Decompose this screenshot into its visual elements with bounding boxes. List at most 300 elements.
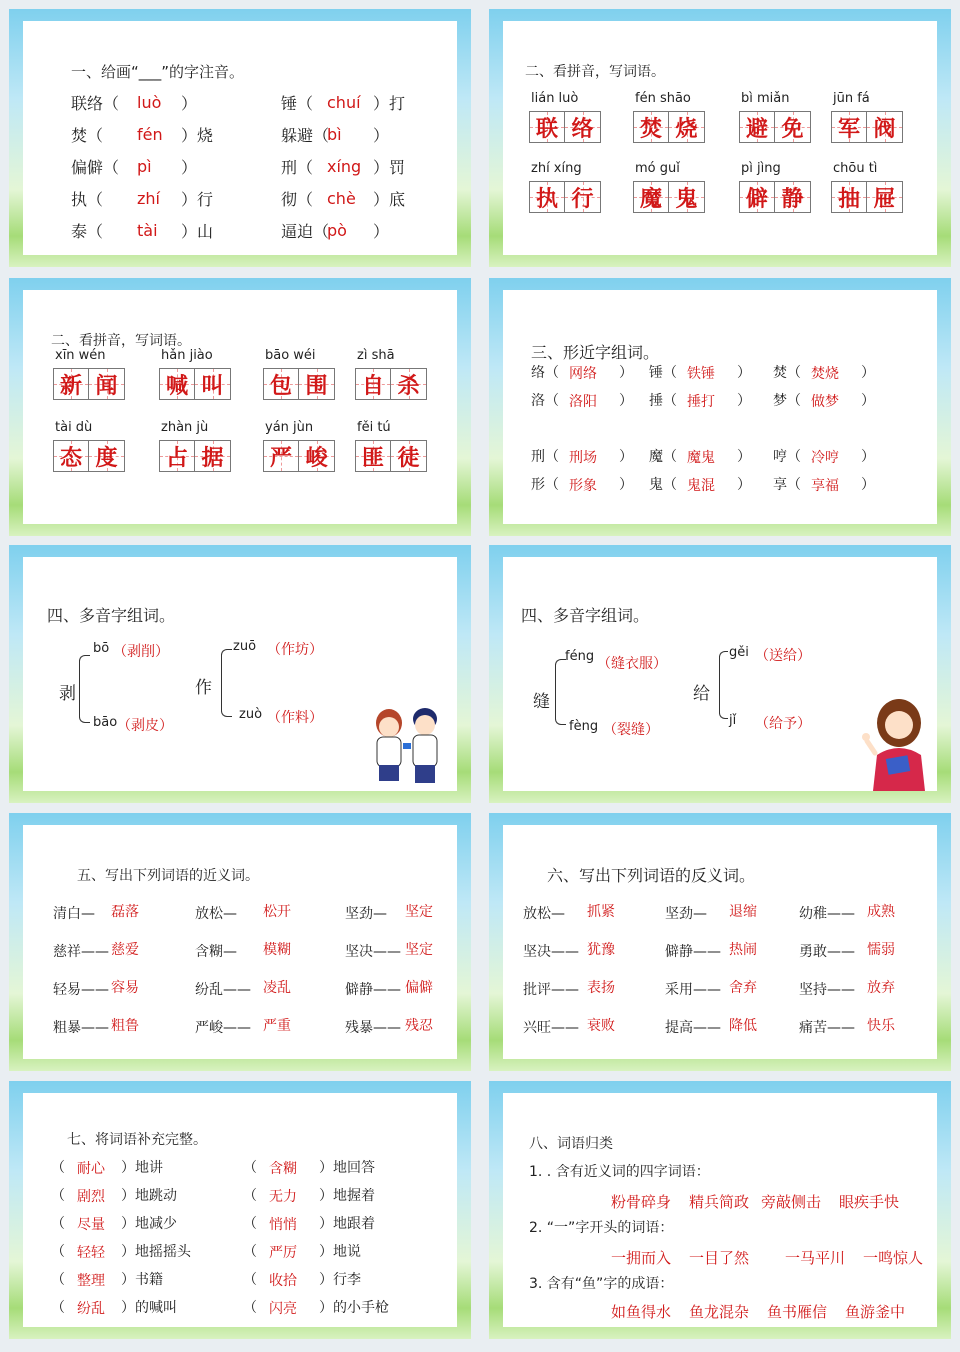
phrase-tail: ）书籍 <box>121 1272 163 1288</box>
char-cell <box>355 440 391 472</box>
phrase-tail: ）地减少 <box>121 1216 177 1232</box>
brace-2 <box>719 651 728 719</box>
char: 络 <box>571 115 594 142</box>
word-box <box>355 440 427 472</box>
word-answer: 表扬 <box>587 980 615 996</box>
prompt-text: ）山 <box>181 222 214 241</box>
word-answer: 形象 <box>569 478 597 494</box>
prompt-text: 锤（ <box>281 94 314 113</box>
word-answer: 刑场 <box>569 450 597 466</box>
answer-2-4: 一鸣惊人 <box>863 1249 924 1267</box>
char-cell <box>159 368 195 400</box>
char-cell <box>53 368 89 400</box>
pinyin-answer: pì <box>137 157 152 176</box>
brace-2 <box>221 649 232 717</box>
char-prompt: ） <box>737 449 751 465</box>
pinyin-answer: chè <box>327 189 356 208</box>
slide-title: 一、给画“___”的字注音。 <box>71 63 245 81</box>
char-prompt: 刑（ <box>531 449 559 465</box>
question-3: 3. 含有“鱼”字的成语： <box>529 1276 674 1292</box>
char-cell <box>89 368 125 400</box>
answer-3-2: 鱼龙混杂 <box>689 1303 750 1321</box>
char-cell <box>867 181 903 213</box>
word-answer: 慈爱 <box>111 942 139 958</box>
word-answer: 严重 <box>263 1018 291 1034</box>
char-cell <box>633 181 669 213</box>
word-prompt: 坚决—— <box>523 944 579 960</box>
slide-5 <box>9 545 471 803</box>
answer-3-4: 鱼游釜中 <box>845 1303 906 1321</box>
slide-2 <box>489 9 951 267</box>
word-box <box>831 181 903 213</box>
word-prompt: 采用—— <box>665 982 721 998</box>
answer-3-1: 如鱼得水 <box>611 1303 672 1321</box>
word-answer: 冷哼 <box>811 450 839 466</box>
word-box <box>739 111 811 143</box>
word-prompt: 坚决—— <box>345 944 401 960</box>
word-answer: 衰败 <box>587 1018 615 1034</box>
pinyin-1a: féng <box>565 649 595 664</box>
char-prompt: ） <box>737 365 751 381</box>
word-answer: 坚定 <box>405 904 433 920</box>
char: 匪 <box>361 444 384 471</box>
brace-1 <box>555 659 566 725</box>
paren: （ <box>243 1216 257 1232</box>
pinyin-1a: bō <box>93 641 110 656</box>
char-prompt: ） <box>619 393 633 409</box>
paren: （ <box>243 1244 257 1260</box>
pinyin-label: zì shā <box>357 348 395 363</box>
prompt-text: ）打 <box>373 94 406 113</box>
char-2: 给 <box>693 684 710 704</box>
question-2: 2. “一”字开头的词语： <box>529 1220 674 1236</box>
word-prompt: 纷乱—— <box>195 982 251 998</box>
char-prompt: ） <box>861 393 875 409</box>
word-prompt: 放松— <box>523 906 565 922</box>
char: 军 <box>837 115 860 142</box>
word-answer: 焚烧 <box>811 366 839 382</box>
pinyin-2a: zuō <box>233 639 257 654</box>
paren: （ <box>243 1300 257 1316</box>
char: 新 <box>59 372 82 399</box>
char-cell <box>633 111 669 143</box>
char-cell <box>263 368 299 400</box>
char: 焚 <box>639 115 662 142</box>
phrase-tail: ）地握着 <box>319 1188 375 1204</box>
pinyin-label: bāo wéi <box>265 348 316 363</box>
word-prompt: 残暴—— <box>345 1020 401 1036</box>
word-answer: 懦弱 <box>867 942 895 958</box>
char: 静 <box>781 185 804 212</box>
char-cell <box>529 181 565 213</box>
char-prompt: ） <box>619 477 633 493</box>
slide-title: 八、词语归类 <box>529 1136 613 1152</box>
char-cell <box>355 368 391 400</box>
prompt-text: 偏僻（ <box>71 158 120 177</box>
word-prompt: 僻静—— <box>345 982 401 998</box>
word-answer: 严厉 <box>269 1245 297 1261</box>
word-box <box>529 111 601 143</box>
char: 叫 <box>201 372 224 399</box>
word-prompt: 坚持—— <box>799 982 855 998</box>
card <box>23 290 457 524</box>
word-prompt: 坚劲— <box>345 906 387 922</box>
word-answer: 残忍 <box>405 1018 433 1034</box>
slide-7 <box>9 813 471 1071</box>
paren: （ <box>243 1188 257 1204</box>
word-answer: 收拾 <box>269 1273 297 1289</box>
word-answer: 松开 <box>263 904 291 920</box>
word-answer: 犹豫 <box>587 942 615 958</box>
char-1: 缝 <box>533 692 550 712</box>
phrase-tail: ）地讲 <box>121 1160 163 1176</box>
char-cell <box>775 111 811 143</box>
slide-title: 三、形近字组词。 <box>531 343 660 362</box>
word-prompt: 含糊— <box>195 944 237 960</box>
word-box <box>263 368 335 400</box>
word-answer: 舍弃 <box>729 980 757 996</box>
char-prompt: 魔（ <box>649 449 677 465</box>
phrase-tail: ）地跳动 <box>121 1188 177 1204</box>
char-cell <box>89 440 125 472</box>
char-cell <box>391 440 427 472</box>
word-1b: （剥皮） <box>117 718 173 734</box>
char-cell <box>195 440 231 472</box>
phrase-tail: ）的喊叫 <box>121 1300 177 1316</box>
prompt-text: 泰（ <box>71 222 104 241</box>
slide-title: 五、写出下列词语的近义词。 <box>77 868 259 884</box>
char-prompt: 捶（ <box>649 393 677 409</box>
word-box <box>529 181 601 213</box>
prompt-text: 躲避（ <box>281 126 330 145</box>
word-prompt: 兴旺—— <box>523 1020 579 1036</box>
word-prompt: 提高—— <box>665 1020 721 1036</box>
pinyin-label: yán jùn <box>265 420 314 435</box>
word-answer: 享福 <box>811 478 839 494</box>
char: 烧 <box>675 115 698 142</box>
char: 据 <box>201 444 224 471</box>
char-prompt: ） <box>619 449 633 465</box>
char-cell <box>775 181 811 213</box>
card <box>503 290 937 524</box>
word-answer: 纷乱 <box>77 1301 105 1317</box>
pinyin-answer: tài <box>137 221 158 240</box>
word-prompt: 坚劲— <box>665 906 707 922</box>
pinyin-answer: bì <box>327 125 342 144</box>
slide-title: 二、看拼音，写词语。 <box>525 64 665 80</box>
char-cell <box>565 181 601 213</box>
paren: （ <box>51 1188 65 1204</box>
word-answer: 粗鲁 <box>111 1018 139 1034</box>
phrase-tail: ）的小手枪 <box>319 1300 389 1316</box>
char: 僻 <box>745 185 768 212</box>
prompt-text: ）烧 <box>181 126 214 145</box>
word-1a: （剥削） <box>113 644 169 660</box>
card <box>503 21 937 255</box>
char: 度 <box>95 444 118 471</box>
word-answer: 耐心 <box>77 1161 105 1177</box>
char: 包 <box>269 372 292 399</box>
slide-10 <box>489 1081 951 1339</box>
char-cell <box>831 181 867 213</box>
word-answer: 鬼混 <box>687 478 715 494</box>
char: 阀 <box>873 115 896 142</box>
prompt-text: ）底 <box>373 190 406 209</box>
word-answer: 悄悄 <box>269 1217 297 1233</box>
card <box>23 557 457 791</box>
char-cell <box>739 181 775 213</box>
char-prompt: 焚（ <box>773 365 801 381</box>
word-answer: 闪亮 <box>269 1301 297 1317</box>
pinyin-label: zhí xíng <box>531 161 582 176</box>
prompt-text: ） <box>181 94 198 113</box>
word-answer: 捶打 <box>687 394 715 410</box>
phrase-tail: ）行李 <box>319 1272 361 1288</box>
prompt-text: 逼迫（ <box>281 222 330 241</box>
answer-1-1: 粉骨碎身 <box>611 1193 672 1211</box>
card <box>503 825 937 1059</box>
word-answer: 无力 <box>269 1189 297 1205</box>
brace-1 <box>79 655 90 723</box>
char-prompt: 享（ <box>773 477 801 493</box>
slide-title: 四、多音字组词。 <box>47 606 176 625</box>
char: 闻 <box>95 372 118 399</box>
word-answer: 含糊 <box>269 1161 297 1177</box>
char-cell <box>867 111 903 143</box>
char-cell <box>263 440 299 472</box>
word-answer: 抓紧 <box>587 904 615 920</box>
slide-title: 二、看拼音，写词语。 <box>51 333 191 349</box>
prompt-text: ）罚 <box>373 158 406 177</box>
card <box>503 1093 937 1327</box>
answer-1-2: 精兵简政 <box>689 1193 750 1211</box>
word-answer: 热闹 <box>729 942 757 958</box>
word-answer: 退缩 <box>729 904 757 920</box>
paren: （ <box>51 1216 65 1232</box>
slide-1 <box>9 9 471 267</box>
paren: （ <box>51 1300 65 1316</box>
pinyin-label: fén shāo <box>635 91 691 106</box>
prompt-text: 彻（ <box>281 190 314 209</box>
phrase-tail: ）地跟着 <box>319 1216 375 1232</box>
word-prompt: 勇敢—— <box>799 944 855 960</box>
slide-4 <box>489 278 951 536</box>
char-prompt: ） <box>737 393 751 409</box>
paren: （ <box>243 1272 257 1288</box>
char: 严 <box>269 444 292 471</box>
word-box <box>355 368 427 400</box>
word-prompt: 僻静—— <box>665 944 721 960</box>
word-box <box>263 440 335 472</box>
card <box>23 21 457 255</box>
char-prompt: 络（ <box>531 365 559 381</box>
char: 抽 <box>837 185 860 212</box>
pinyin-label: mó guǐ <box>635 161 680 176</box>
word-box <box>633 111 705 143</box>
word-prompt: 粗暴—— <box>53 1020 109 1036</box>
word-answer: 放弃 <box>867 980 895 996</box>
char-cell <box>299 440 335 472</box>
word-answer: 尽量 <box>77 1217 105 1233</box>
slide-title: 四、多音字组词。 <box>521 606 650 625</box>
pinyin-2b: jǐ <box>729 713 737 728</box>
students-illustration <box>363 705 453 787</box>
prompt-text: 刑（ <box>281 158 314 177</box>
word-answer: 坚定 <box>405 942 433 958</box>
phrase-tail: ）地说 <box>319 1244 361 1260</box>
prompt-text: 焚（ <box>71 126 104 145</box>
char-cell <box>565 111 601 143</box>
prompt-text: ） <box>373 126 390 145</box>
char: 围 <box>305 372 328 399</box>
char-1: 剥 <box>59 684 76 704</box>
pinyin-answer: chuí <box>327 93 361 112</box>
char-prompt: ） <box>861 365 875 381</box>
answer-2-2: 一目了然 <box>689 1249 750 1267</box>
pinyin-answer: pò <box>327 221 347 240</box>
slide-8 <box>489 813 951 1071</box>
word-box <box>739 181 811 213</box>
char-cell <box>669 111 705 143</box>
char: 屉 <box>873 185 896 212</box>
prompt-text: ） <box>181 158 198 177</box>
word-answer: 降低 <box>729 1018 757 1034</box>
prompt-text: ） <box>373 222 390 241</box>
answer-1-3: 旁敲侧击 <box>761 1193 822 1211</box>
word-prompt: 痛苦—— <box>799 1020 855 1036</box>
word-1b: （裂缝） <box>603 722 659 738</box>
word-answer: 做梦 <box>811 394 839 410</box>
pinyin-label: hǎn jiào <box>161 348 213 363</box>
char-2: 作 <box>195 678 212 698</box>
pinyin-2b: zuò <box>239 707 263 722</box>
char: 免 <box>781 115 804 142</box>
word-answer: 快乐 <box>867 1018 895 1034</box>
answer-2-3: 一马平川 <box>785 1249 846 1267</box>
card <box>23 825 457 1059</box>
answer-2-1: 一拥而入 <box>611 1249 672 1267</box>
answer-1-4: 眼疾手快 <box>839 1193 900 1211</box>
char-prompt: ） <box>737 477 751 493</box>
pinyin-answer: luò <box>137 93 162 112</box>
char: 联 <box>535 115 558 142</box>
pinyin-label: pì jìng <box>741 161 781 176</box>
word-answer: 容易 <box>111 980 139 996</box>
char: 占 <box>165 444 188 471</box>
slide-title: 六、写出下列词语的反义词。 <box>547 866 756 885</box>
slide-3 <box>9 278 471 536</box>
char-prompt: ） <box>619 365 633 381</box>
char-prompt: ） <box>861 477 875 493</box>
char: 避 <box>745 115 768 142</box>
word-answer: 轻轻 <box>77 1245 105 1261</box>
prompt-text: ）行 <box>181 190 214 209</box>
word-box <box>831 111 903 143</box>
pinyin-answer: xíng <box>327 157 362 176</box>
word-answer: 整理 <box>77 1273 105 1289</box>
char-prompt: 形（ <box>531 477 559 493</box>
char-cell <box>831 111 867 143</box>
pinyin-1b: fèng <box>569 719 599 734</box>
char-cell <box>195 368 231 400</box>
paren: （ <box>51 1272 65 1288</box>
pinyin-label: jūn fá <box>833 91 870 106</box>
word-prompt: 轻易—— <box>53 982 109 998</box>
prompt-text: 联络（ <box>71 94 120 113</box>
word-prompt: 严峻—— <box>195 1020 251 1036</box>
word-box <box>53 368 125 400</box>
char-cell <box>391 368 427 400</box>
teacher-illustration <box>857 695 937 791</box>
pinyin-2a: gěi <box>729 645 749 660</box>
char: 峻 <box>305 444 328 471</box>
paren: （ <box>51 1160 65 1176</box>
word-answer: 洛阳 <box>569 394 597 410</box>
pinyin-label: bì miǎn <box>741 91 790 106</box>
pinyin-label: xīn wén <box>55 348 106 363</box>
slide-title: 七、将词语补充完整。 <box>67 1132 207 1148</box>
question-1: 1. . 含有近义词的四字词语： <box>529 1164 710 1180</box>
word-answer: 成熟 <box>867 904 895 920</box>
char: 执 <box>535 185 558 212</box>
pinyin-label: zhàn jù <box>161 420 209 435</box>
paren: （ <box>51 1244 65 1260</box>
word-answer: 凌乱 <box>263 980 291 996</box>
char-cell <box>529 111 565 143</box>
pinyin-label: tài dù <box>55 420 93 435</box>
word-box <box>159 440 231 472</box>
char-cell <box>53 440 89 472</box>
phrase-tail: ）地回答 <box>319 1160 375 1176</box>
char-prompt: 锤（ <box>649 365 677 381</box>
word-prompt: 清白— <box>53 906 95 922</box>
char-cell <box>159 440 195 472</box>
pinyin-answer: fén <box>137 125 163 144</box>
char-prompt: 哼（ <box>773 449 801 465</box>
pinyin-answer: zhí <box>137 189 160 208</box>
char: 徒 <box>397 444 420 471</box>
char: 行 <box>571 185 594 212</box>
word-prompt: 幼稚—— <box>799 906 855 922</box>
word-2a: （送给） <box>755 648 811 664</box>
pinyin-label: fěi tú <box>357 420 391 435</box>
pinyin-label: chōu tì <box>833 161 878 176</box>
char: 鬼 <box>675 185 698 212</box>
word-answer: 魔鬼 <box>687 450 715 466</box>
char-cell <box>739 111 775 143</box>
char: 自 <box>361 372 384 399</box>
char-cell <box>299 368 335 400</box>
pinyin-label: lián luò <box>531 91 579 106</box>
word-prompt: 慈祥—— <box>53 944 109 960</box>
char-prompt: 鬼（ <box>649 477 677 493</box>
char: 杀 <box>397 372 420 399</box>
card <box>503 557 937 791</box>
word-box <box>633 181 705 213</box>
char-cell <box>669 181 705 213</box>
answer-3-3: 鱼书雁信 <box>767 1303 828 1321</box>
char-prompt: 洛（ <box>531 393 559 409</box>
word-2b: （给予） <box>755 716 811 732</box>
word-answer: 偏僻 <box>405 980 433 996</box>
word-2b: （作料） <box>267 710 323 726</box>
char: 喊 <box>165 372 188 399</box>
char-prompt: 梦（ <box>773 393 801 409</box>
char: 态 <box>59 444 82 471</box>
word-answer: 铁锤 <box>687 366 715 382</box>
word-answer: 磊落 <box>111 904 139 920</box>
slide-9 <box>9 1081 471 1339</box>
